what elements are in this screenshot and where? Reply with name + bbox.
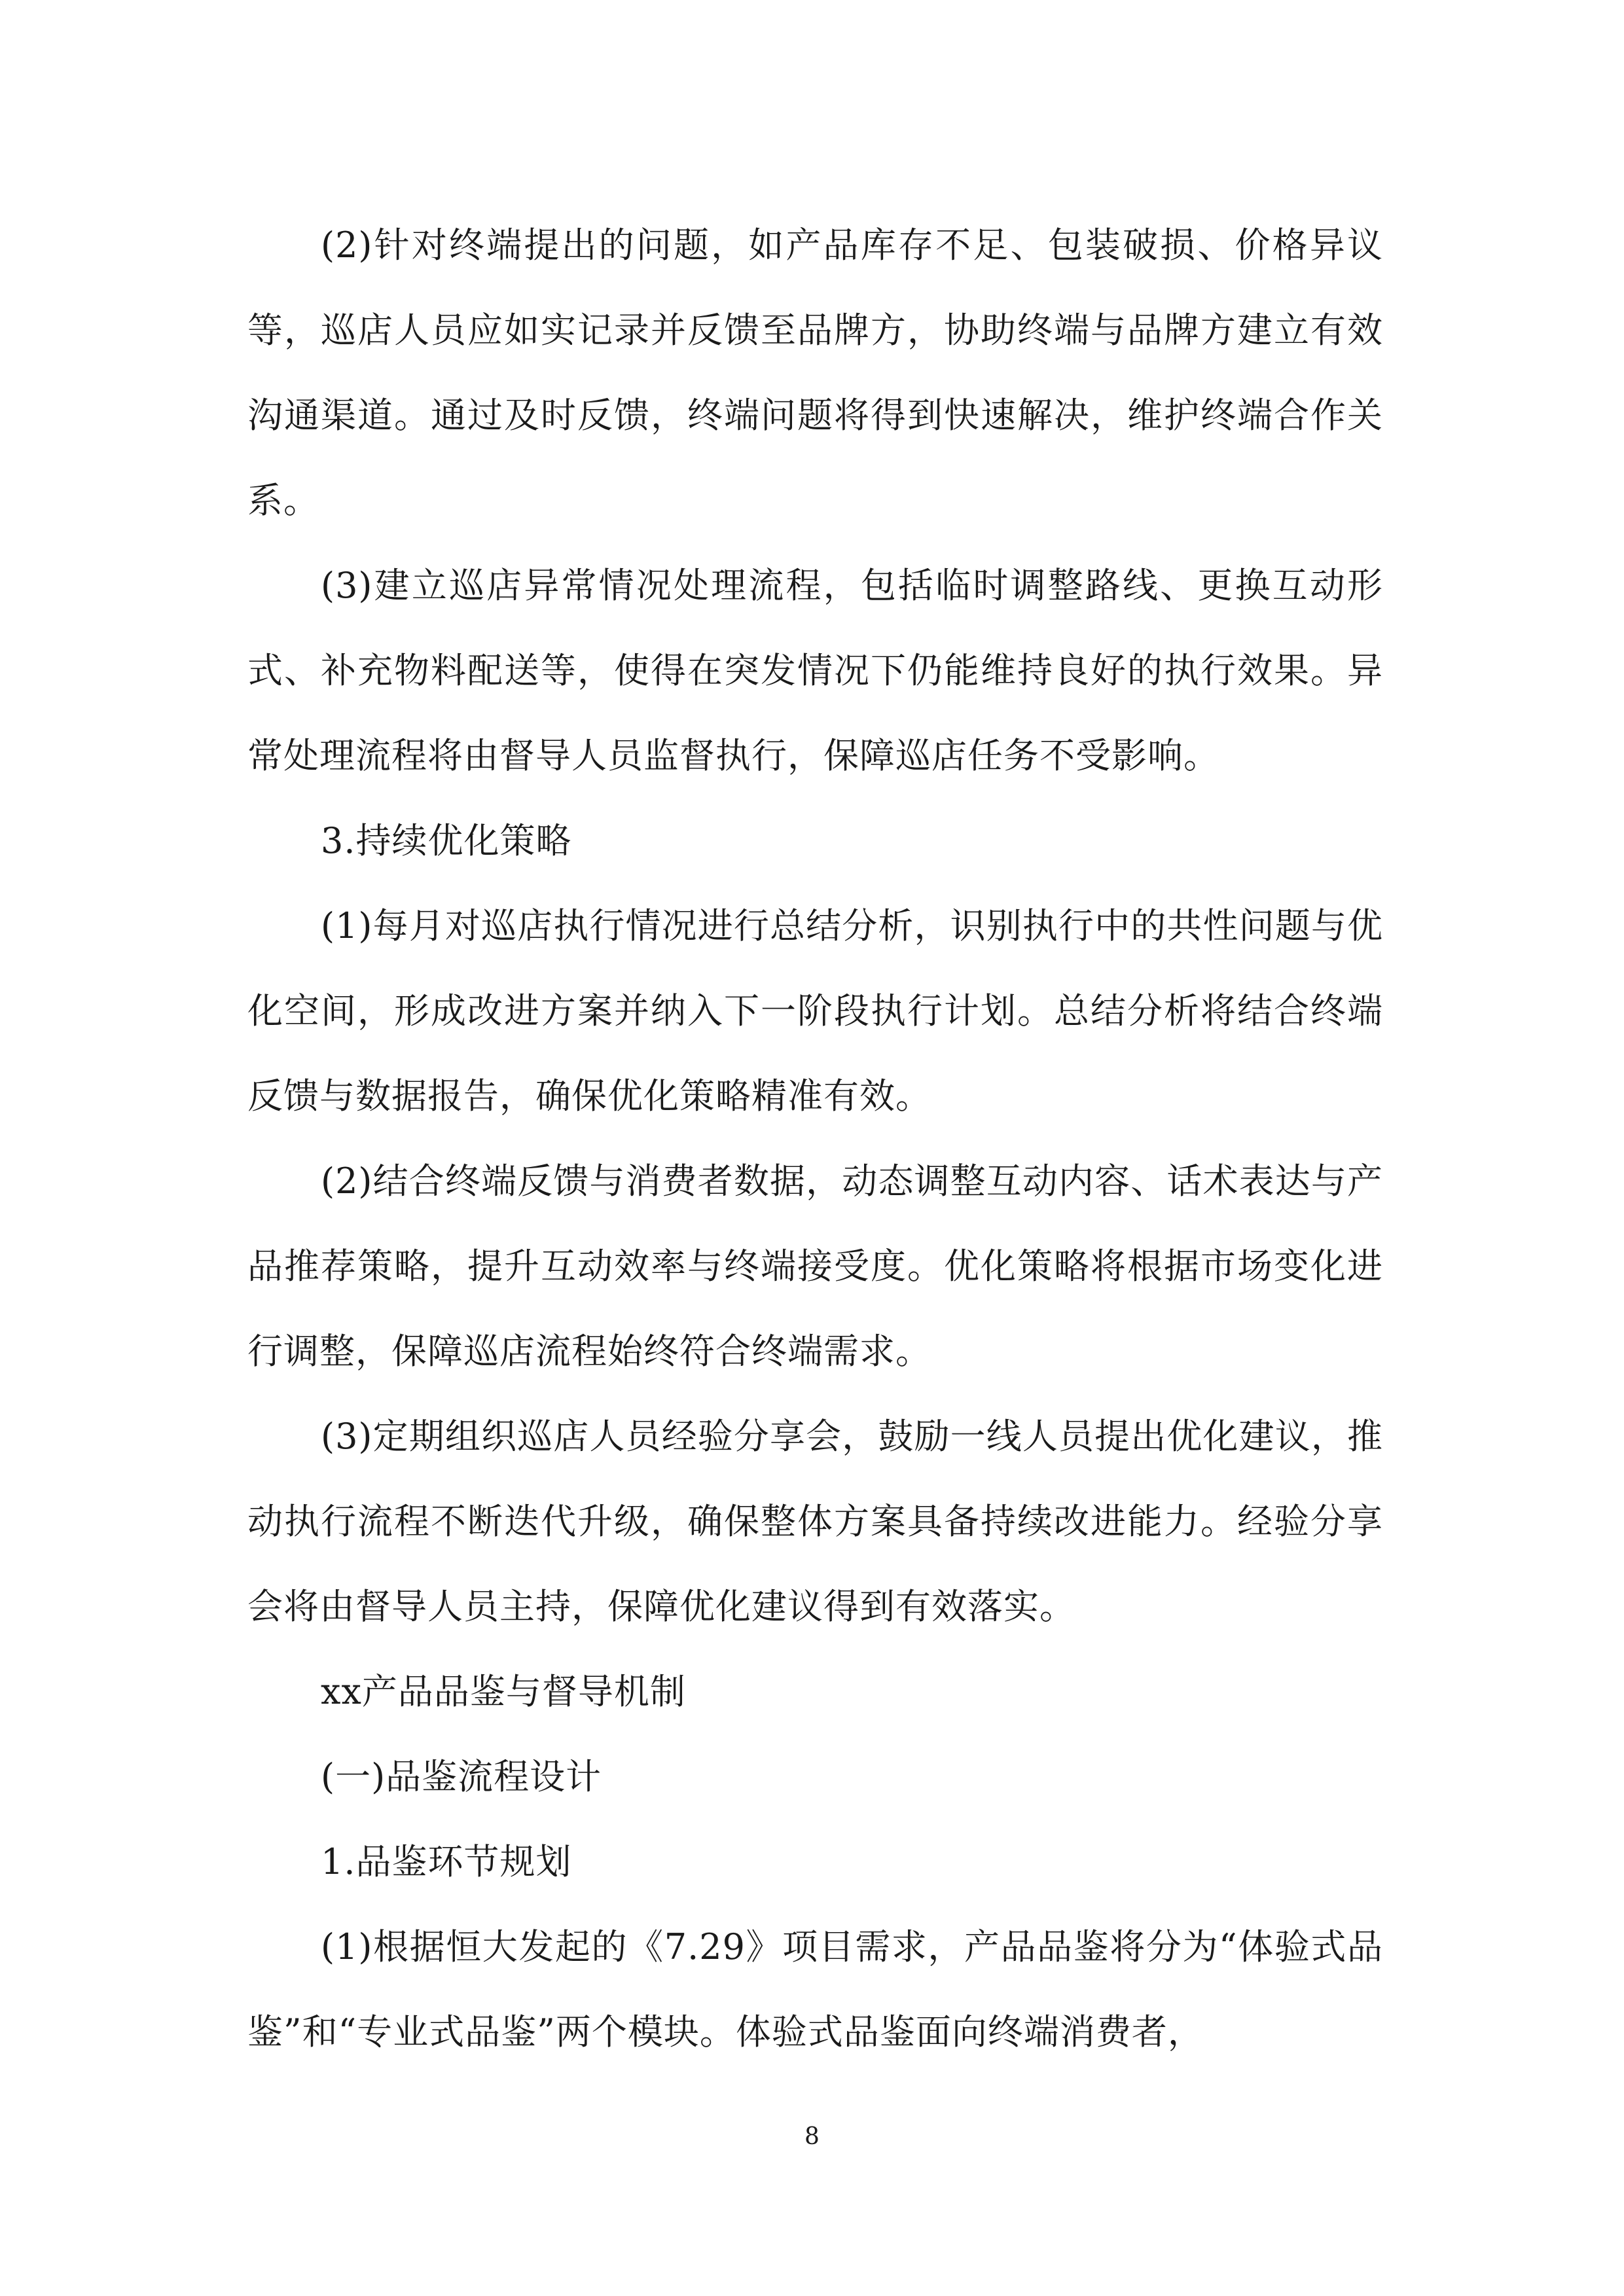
document-body [247, 203, 1383, 2075]
page-number: 8 [804, 2123, 820, 2150]
paragraph-tasting-modules: (1)根据恒大发起的《7.29》项目需求，产品品鉴将分为“体验式品鉴”和“专业式品鉴”两个模块。体验式品鉴面向终端消费者， [247, 1926, 1383, 2053]
chapter-heading-tasting-supervision: xx产品品鉴与督导机制 [321, 1671, 686, 1712]
subsection-heading-tasting-planning: 1.品鉴环节规划 [321, 1841, 572, 1882]
paragraph-monthly-summary: (1)每月对巡店执行情况进行总结分析，识别执行中的共性问题与优化空间，形成改进方案并纳入下一阶段执行计划。总结分析将结合终端反馈与数据报告，确保优化策略精准有效。 [247, 905, 1383, 1117]
paragraph-exception-process: (3)建立巡店异常情况处理流程，包括临时调整路线、更换互动形式、补充物料配送等，使得在突发情况下仍能维持良好的执行效果。异常处理流程将由督导人员监督执行，保障巡店任务不受影响。 [247, 565, 1383, 776]
section-heading-tasting-process: (一)品鉴流程设计 [321, 1756, 602, 1797]
paragraph-dynamic-adjustment: (2)结合终端反馈与消费者数据，动态调整互动内容、话术表达与产品推荐策略，提升互动效率与终端接受度。优化策略将根据市场变化进行调整，保障巡店流程始终符合终端需求。 [247, 1160, 1383, 1372]
paragraph-experience-sharing: (3)定期组织巡店人员经验分享会，鼓励一线人员提出优化建议，推动执行流程不断迭代升级，确保整体方案具备持续改进能力。经验分享会将由督导人员主持，保障优化建议得到有效落实。 [247, 1416, 1383, 1627]
paragraph-terminal-feedback: (2)针对终端提出的问题，如产品库存不足、包装破损、价格异议等，巡店人员应如实记录并反馈至品牌方，协助终端与品牌方建立有效沟通渠道。通过及时反馈，终端问题将得到快速解决，维护终端合作关系。 [247, 224, 1383, 521]
section-heading-optimization: 3.持续优化策略 [321, 820, 572, 861]
